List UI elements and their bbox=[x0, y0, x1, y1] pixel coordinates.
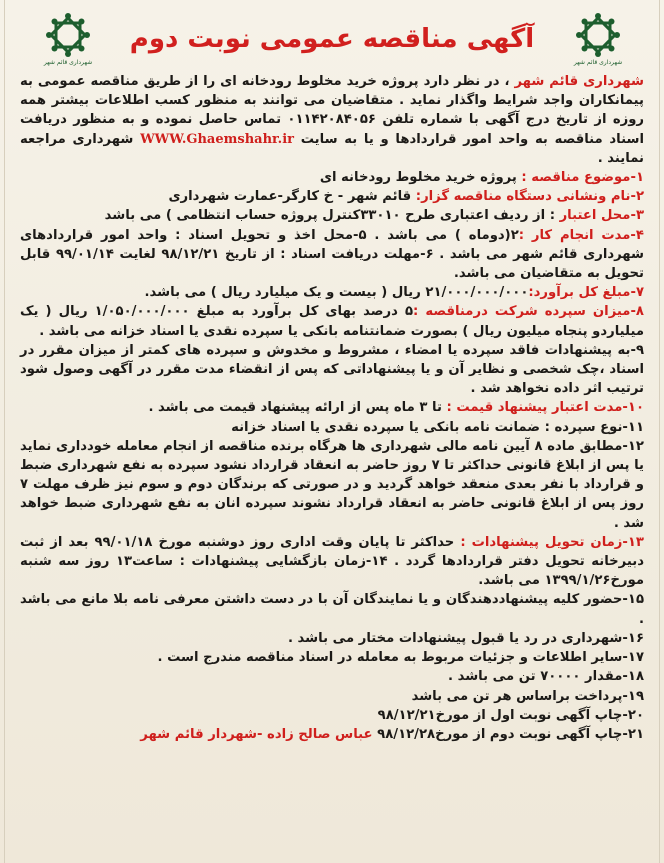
notice-item-text: ۱۲-مطابق ماده ۸ آیین نامه مالی شهرداری ها هرگاه برنده مناقصه از انجام معامله خودداری نماید یا پس از ابلاغ قانونی حداکثر تا ۷ روز حاضر به انعقاد قرارداد نشود سپرده به نفع شهرداری ضبط و قرارداد با نفر بعدی منعقد خواهد گردید و در صورتی که برندگان دوم و سوم نیز ظرف مهلت ۷ روز پس از ابلاغ قانونی حاضر به انعقاد قرارداد نشوند سپرده انان به نفع شهرداری ضبط خواهد شد . bbox=[20, 438, 644, 531]
notice-item bbox=[20, 341, 644, 399]
notice-item bbox=[20, 533, 644, 591]
notice-item bbox=[20, 437, 644, 533]
notice-item-label: ۲-نام ونشانی دستگاه مناقصه گزار: bbox=[415, 189, 644, 205]
notice-item bbox=[20, 648, 644, 667]
notice-item bbox=[20, 302, 644, 340]
last-line bbox=[20, 725, 644, 744]
logo-caption: شهرداری قائم شهر bbox=[573, 59, 623, 66]
notice-item-text: تا ۳ ماه پس از ارائه پیشنهاد قیمت می باشد . bbox=[148, 400, 447, 416]
logo-caption: شهرداری قائم شهر bbox=[43, 59, 93, 66]
notice-body bbox=[14, 72, 650, 744]
notice-item-text: ۱۶-شهرداری در رد یا قبول پیشنهادات مختار می باشد . bbox=[287, 630, 644, 646]
notice-item bbox=[20, 398, 644, 417]
notice-item bbox=[20, 629, 644, 648]
intro-text-end: شهرداری مراجعه نمایند . bbox=[20, 131, 644, 166]
notice-item-text: حداکثر تا پایان وقت اداری روز دوشنبه مورخ ۹۹/۰۱/۱۸ بعد از ثبت دبیرخانه تحویل دفتر قراردادها گردد . ۱۴-زمان بازگشایی پیشنهادات : ساعت۱۳ روز سه شنبه مورخ۱۳۹۹/۱/۲۶ می باشد. bbox=[20, 534, 644, 589]
notice-item bbox=[20, 590, 644, 628]
municipality-logo-right bbox=[572, 12, 624, 70]
notice-item bbox=[20, 187, 644, 206]
notice-item-text: ۱۱-نوع سپرده : ضمانت نامه بانکی یا سپرده نقدی یا اسناد خزانه bbox=[231, 419, 644, 435]
notice-item-text: ۲۰-چاپ آگهی نوبت اول از مورخ۹۸/۱۲/۲۱ bbox=[377, 707, 644, 723]
notice-item-text: ۲۱/۰۰۰/۰۰۰/۰۰۰ ریال ( بیست و یک میلیارد ریال ) می باشد. bbox=[144, 285, 529, 301]
notice-item bbox=[20, 667, 644, 686]
notice-item-text: پروژه خرید مخلوط رودخانه ای bbox=[319, 170, 522, 186]
notice-item-text: ۱۹-پرداخت براساس هر تن می باشد bbox=[411, 688, 644, 704]
notice-item-text: قائم شهر - خ کارگر-عمارت شهرداری bbox=[168, 189, 416, 205]
website-link[interactable]: WWW.Ghaemshahr.ir bbox=[140, 131, 294, 147]
signature: عباس صالح زاده -شهردار قائم شهر bbox=[140, 726, 378, 742]
notice-item bbox=[20, 418, 644, 437]
notice-item-text: ۱۷-سایر اطلاعات و جزئیات مربوط به معامله در اسناد مناقصه مندرج است . bbox=[157, 650, 644, 666]
notice-item-label: ۴-مدت انجام کار : bbox=[518, 227, 644, 243]
intro-org: شهرداری قائم شهر bbox=[514, 74, 644, 89]
municipality-emblem-icon bbox=[45, 12, 91, 58]
intro-text: ، در نظر دارد پروژه خرید مخلوط رودخانه ای را از طریق مناقصه عمومی به پیمانکاران واجد شرایط واگذار نماید . متقاضیان می توانند به منظور کسب اطلاعات بیشتر همه روزه از تاریخ درج آگهی با شماره تلفن ۰۱۱۴۲۰۸۴۰۵۶ تماس حاصل نموده و به منظور دریافت اسناد مناقصه به واحد امور قراردادها و یا به سایت bbox=[20, 74, 645, 147]
notice-item bbox=[20, 226, 644, 284]
notice-item-text: : از ردیف اعتباری طرح ۳۳۰۱۰کنترل پروژه حساب انتظامی ) می باشد bbox=[104, 208, 560, 224]
notice-item-text: ۹-به پیشنهادات فاقد سپرده یا امضاء ، مشروط و مخدوش و سپرده های کمتر از میزان مقرر در اسناد ،چک شخصی و نظایر آن و یا پیشنهاداتی که پس از انقضاء مدت مقرر در آگهی وصول شود ترتیب اثر داده نخواهد شد . bbox=[20, 342, 644, 397]
notice-items bbox=[20, 168, 644, 725]
notice-item-text: ۲(دوماه ) می باشد . ۵-محل اخذ و تحویل اسناد : واحد امور قراردادهای شهرداری قائم شهر می باشد . ۶-مهلت دریافت اسناد : از تاریخ ۹۸/۱۲/۲۱ لغایت ۹۹/۰۱/۱۴ قابل تحویل به متقاضیان می باشد. bbox=[20, 227, 644, 282]
notice-item bbox=[20, 706, 644, 725]
notice-item bbox=[20, 687, 644, 706]
notice-item-label: ۱۳-زمان تحویل پیشنهادات : bbox=[460, 534, 644, 550]
notice-item-label: ۸-میزان سپرده شرکت درمناقصه : bbox=[413, 304, 644, 320]
notice-item-label: ۷-مبلغ کل برآورد: bbox=[528, 285, 644, 301]
notice-item-text: ۱۸-مقدار ۷۰۰۰۰ تن می باشد . bbox=[447, 669, 644, 685]
notice-title: آگهی مناقصه عمومی نوبت دوم bbox=[129, 24, 535, 54]
notice-header bbox=[14, 6, 650, 72]
notice-item bbox=[20, 206, 644, 225]
notice-item-text: ۵ درصد بهای کل برآورد به مبلغ ۱/۰۵۰/۰۰۰/۰۰۰ ریال ( یک میلیاردو پنجاه میلیون ریال ) بصورت ضمانتنامه بانکی یا سپرده نقدی یا اسناد خزانه می باشد . bbox=[20, 304, 644, 339]
notice-item-label: ۳-محل اعتبار bbox=[559, 208, 644, 224]
notice-item-label: ۱۰-مدت اعتبار پیشنهاد قیمت : bbox=[446, 400, 644, 416]
municipality-logo-left bbox=[42, 12, 94, 70]
notice-item-text: ۱۵-حضور کلیه پیشنهاددهندگان و یا نمایندگان آن با در دست داشتن معرفی نامه بلا مانع می باشد . bbox=[20, 592, 644, 627]
notice-item bbox=[20, 283, 644, 302]
last-line-text: ۲۱-چاپ آگهی نوبت دوم از مورخ۹۸/۱۲/۲۸ bbox=[377, 726, 644, 742]
intro-paragraph bbox=[20, 72, 644, 168]
municipality-emblem-icon bbox=[575, 12, 621, 58]
notice-item-label: ۱-موضوع مناقصه : bbox=[521, 170, 644, 186]
notice-item bbox=[20, 168, 644, 187]
